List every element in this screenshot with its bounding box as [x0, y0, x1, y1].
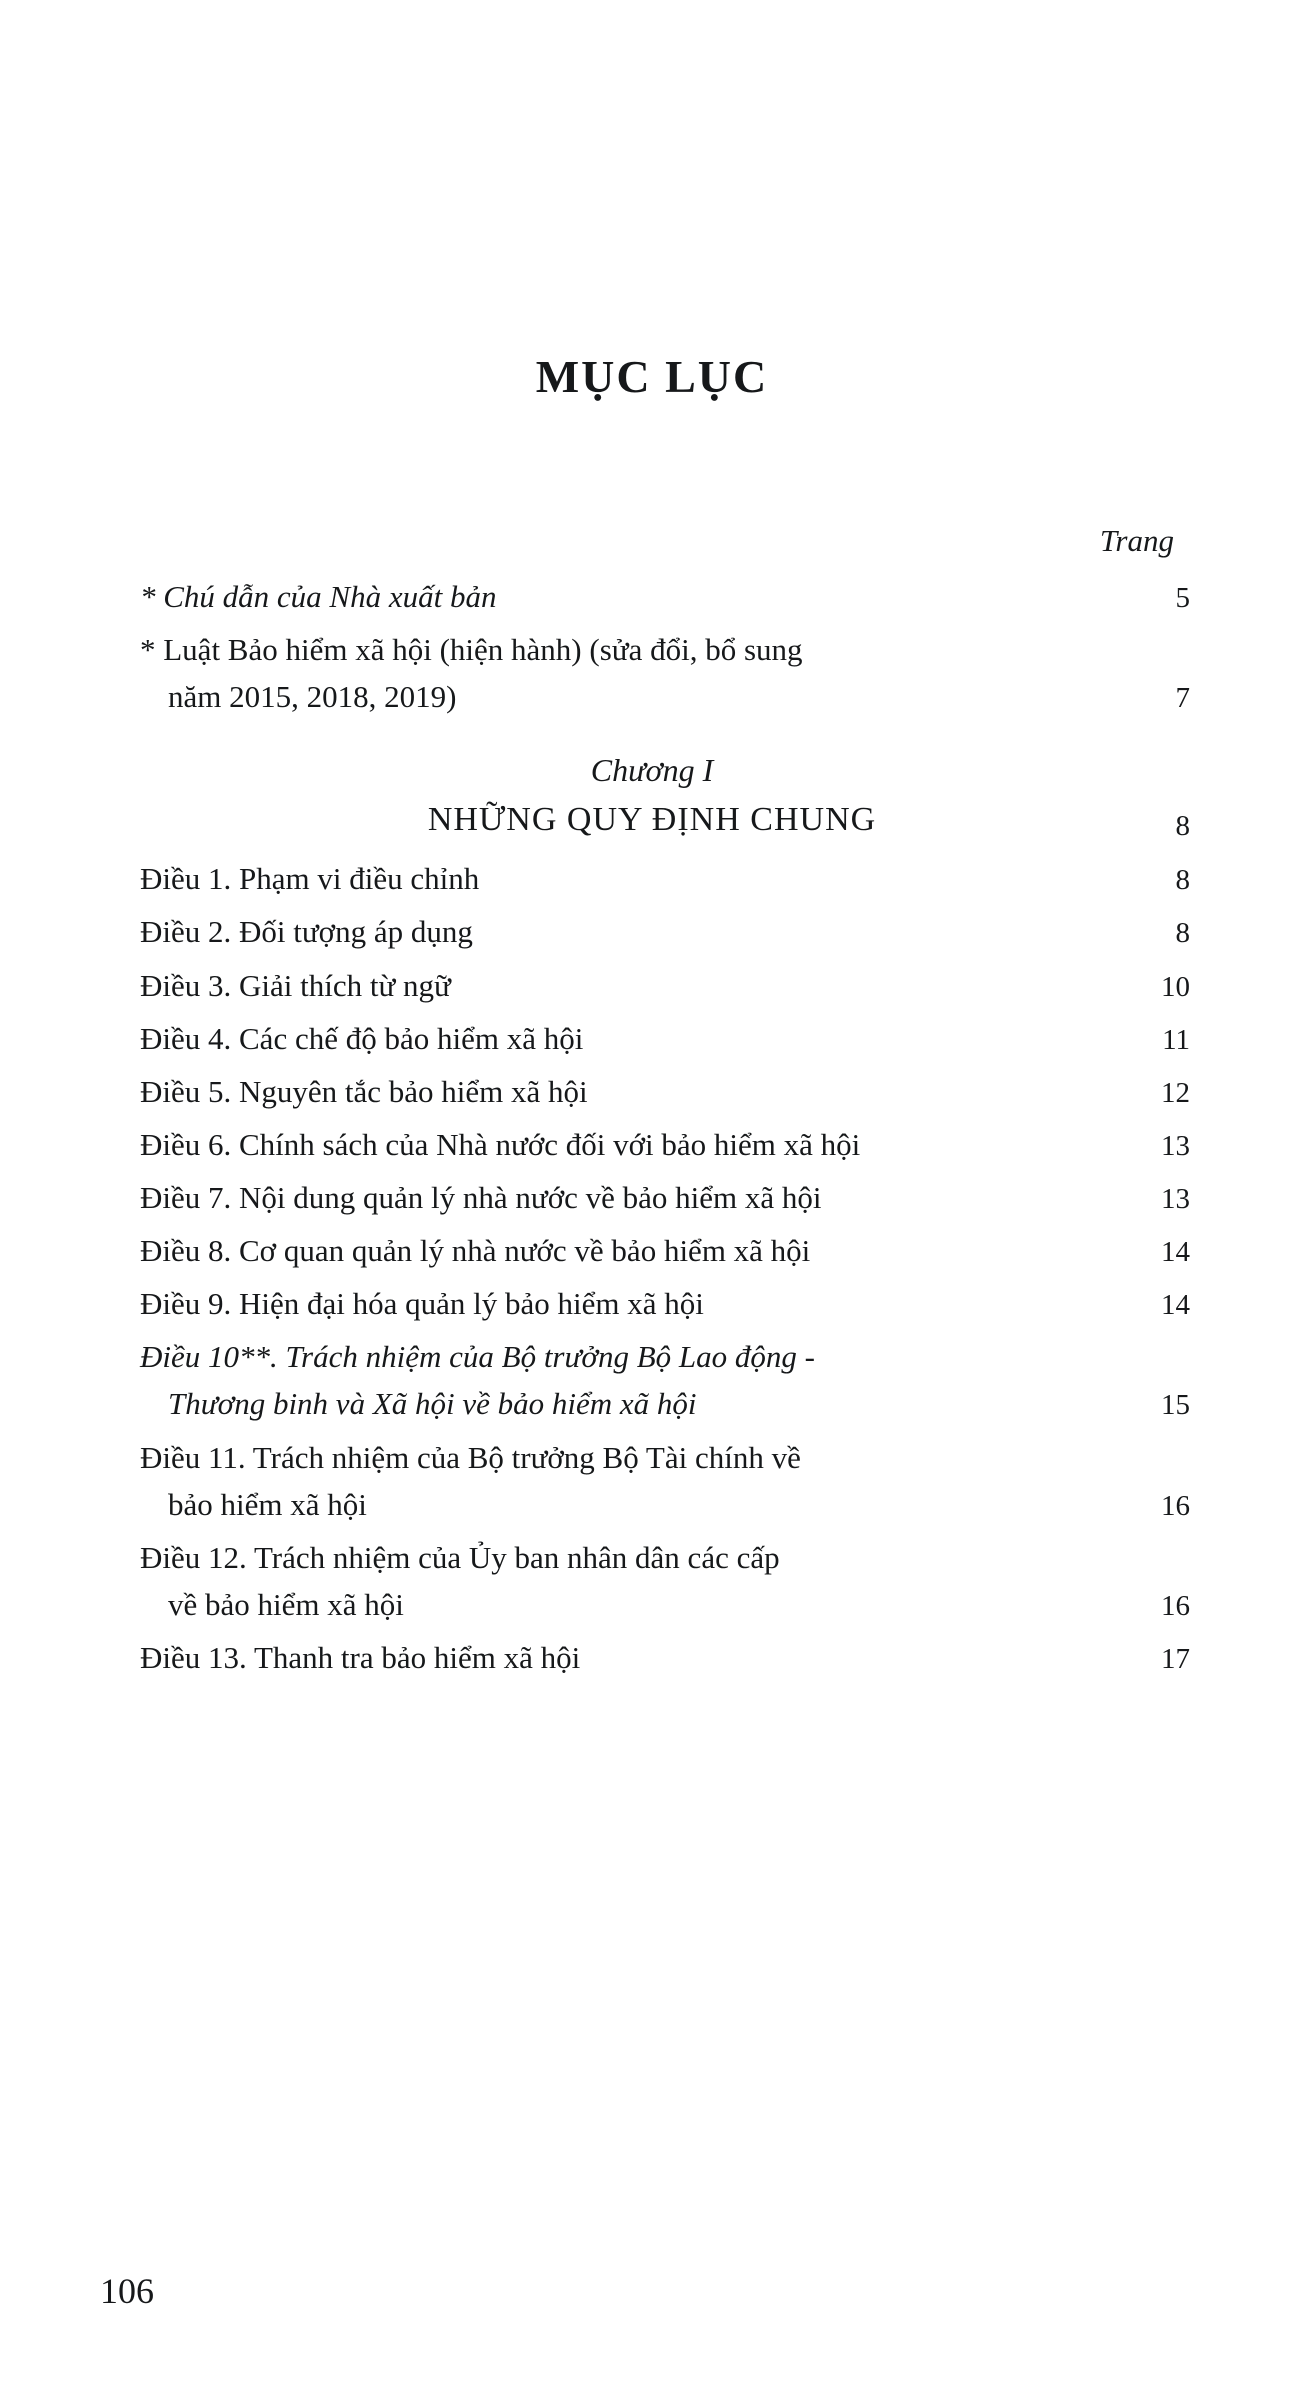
toc-entry-page: 16 [1161, 1489, 1190, 1522]
toc-entry-line-1: * Luật Bảo hiểm xã hội (hiện hành) (sửa đổi, bổ sung [140, 632, 803, 668]
toc-entry-page: 8 [1175, 864, 1190, 897]
toc-entry-line-1: Điều 12. Trách nhiệm của Ủy ban nhân dân các cấp [140, 1539, 780, 1575]
toc-entry [100, 1280, 1204, 1327]
chapter-number: Chương I [590, 752, 714, 789]
page-column-header: Trang [1099, 523, 1174, 558]
toc-entry [100, 1068, 1204, 1115]
toc-entry-text: Điều 3. Giải thích từ ngữ [140, 967, 451, 1003]
toc-entry [100, 855, 1204, 902]
toc-entry-text: * Chú dẫn của Nhà xuất bản [140, 579, 497, 614]
folio-page-number: 106 [100, 2271, 154, 2311]
toc-entry-line-2: về bảo hiểm xã hội [168, 1586, 404, 1622]
document-page [0, 350, 1304, 2398]
toc-entry [100, 1333, 1204, 1427]
toc-entry-text [100, 626, 803, 720]
toc-entry [100, 1174, 1204, 1221]
toc-entry-page: 13 [1161, 1183, 1190, 1216]
toc-entry [100, 1534, 1204, 1628]
toc-entry-page: 12 [1161, 1076, 1190, 1109]
toc-entry [100, 1634, 1204, 1681]
toc-entry-page: 13 [1161, 1129, 1190, 1162]
chapter-heading [100, 746, 1204, 845]
toc-entry-page: 8 [1175, 917, 1190, 950]
toc-entry-text: Điều 8. Cơ quan quản lý nhà nước về bảo hiểm xã hội [140, 1233, 811, 1269]
chapter-page: 8 [1175, 810, 1190, 843]
toc-entry [100, 573, 1204, 620]
toc-entry-line-2: Thương binh và Xã hội về bảo hiểm xã hội [168, 1386, 697, 1422]
toc-entry-text [100, 1434, 801, 1528]
page-title: MỤC LỤC [535, 351, 769, 402]
toc-entry-line-2: bảo hiểm xã hội [168, 1486, 367, 1522]
toc-entry-text: Điều 6. Chính sách của Nhà nước đối với bảo hiểm xã hội [140, 1126, 861, 1162]
toc-entry-text: Điều 1. Phạm vi điều chỉnh [140, 861, 480, 897]
toc-entry [100, 1434, 1204, 1528]
chapter-name: NHỮNG QUY ĐỊNH CHUNG [427, 801, 877, 839]
toc-entry [100, 626, 1204, 720]
toc-entry-line-2: năm 2015, 2018, 2019) [168, 679, 457, 715]
toc-entry [100, 1121, 1204, 1168]
toc-entry-text: Điều 4. Các chế độ bảo hiểm xã hội [140, 1020, 584, 1056]
toc-entry-page: 10 [1161, 970, 1190, 1003]
toc-entry-text: Điều 9. Hiện đại hóa quản lý bảo hiểm xã hội [140, 1286, 704, 1322]
toc-entry-line-1: Điều 11. Trách nhiệm của Bộ trưởng Bộ Tài chính về [140, 1439, 801, 1475]
toc-entry-line-1: Điều 10**. Trách nhiệm của Bộ trưởng Bộ Lao động - [140, 1339, 815, 1375]
toc-entry-text: Điều 5. Nguyên tắc bảo hiểm xã hội [140, 1073, 588, 1109]
toc-entry-page: 14 [1161, 1289, 1190, 1322]
toc-entry-page: 5 [1175, 582, 1190, 615]
toc-entry-text [100, 1534, 780, 1628]
toc-entry [100, 962, 1204, 1009]
toc-entry-page: 17 [1161, 1643, 1190, 1675]
toc-entry-text: Điều 2. Đối tượng áp dụng [140, 914, 473, 950]
toc-entry [100, 1227, 1204, 1274]
toc-entry-page: 11 [1162, 1023, 1190, 1056]
toc-entry [100, 1015, 1204, 1062]
toc-entry-text: Điều 13. Thanh tra bảo hiểm xã hội [140, 1639, 581, 1675]
toc-entry-page: 15 [1161, 1389, 1190, 1422]
toc-entry-text [100, 1333, 815, 1427]
table-of-contents [100, 573, 1204, 1681]
toc-entry-page: 7 [1175, 682, 1190, 715]
toc-entry-page: 16 [1161, 1589, 1190, 1622]
toc-entry [100, 908, 1204, 955]
toc-entry-text: Điều 7. Nội dung quản lý nhà nước về bảo hiểm xã hội [140, 1179, 822, 1215]
toc-entry-page: 14 [1161, 1236, 1190, 1269]
